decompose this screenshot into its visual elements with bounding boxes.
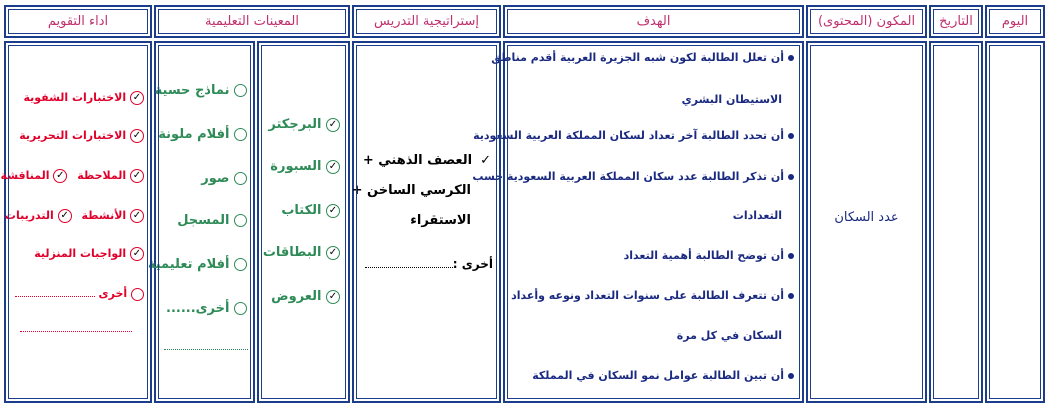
- check-circle-icon[interactable]: ✓: [130, 247, 144, 261]
- assessment-other-blank[interactable]: [15, 296, 95, 297]
- assessment-other: أخرى: [15, 287, 144, 301]
- aid-item-other: أخرى......: [166, 301, 247, 316]
- header-day: اليوم: [985, 5, 1045, 38]
- strategy-other-blank[interactable]: [365, 267, 453, 268]
- empty-circle-icon[interactable]: [234, 302, 247, 315]
- empty-circle-icon[interactable]: [234, 258, 247, 271]
- date-cell: [929, 41, 983, 403]
- bullet-icon: [788, 373, 794, 379]
- goal-item-cont: الاستيطان البشري: [681, 93, 782, 106]
- goal-item-cont: التعدادات: [732, 209, 782, 222]
- aid-item: صور: [201, 171, 247, 186]
- assessment-other-blank-2[interactable]: [20, 331, 132, 332]
- aid-item: ✓ البطاقات: [263, 245, 340, 260]
- aid-item: المسجل: [177, 213, 247, 228]
- assessment-item: ✓ الواجبات المنزلية: [34, 247, 144, 261]
- goal-item: أن توضح الطالبة أهمية التعداد: [624, 249, 794, 262]
- empty-circle-icon[interactable]: [234, 172, 247, 185]
- check-circle-icon[interactable]: ✓: [53, 169, 67, 183]
- header-component: المكون (المحتوى): [806, 5, 927, 38]
- header-assessment: اداء التقويم: [4, 5, 152, 38]
- aid-item: ✓ العروض: [271, 289, 340, 304]
- goal-item: أن تعلل الطالبة لكون شبه الجزيرة العربية أقدم مناطق: [491, 51, 794, 64]
- bullet-icon: [788, 293, 794, 299]
- check-circle-icon[interactable]: ✓: [326, 246, 340, 260]
- aid-item: ✓ البرجكتر: [268, 117, 340, 132]
- check-circle-icon[interactable]: ✓: [130, 169, 144, 183]
- check-circle-icon[interactable]: ✓: [326, 290, 340, 304]
- goal-item-cont: السكان في كل مرة: [676, 329, 782, 342]
- bullet-icon: [788, 174, 794, 180]
- bullet-icon: [788, 133, 794, 139]
- goal-item: أن تتعرف الطالبة على سنوات التعداد ونوعه وأعداد: [511, 289, 794, 302]
- assessment-item-pair: ✓ الملاحظة ✓ المناقشة: [1, 169, 144, 183]
- assessment-item: ✓ الاختبارات الشفوية: [23, 91, 144, 105]
- header-strategy: إستراتيجية التدريس: [352, 5, 501, 38]
- goal-item: أن تحدد الطالبة آخر تعداد لسكان المملكة العربية السعودية: [473, 129, 794, 142]
- check-circle-icon[interactable]: ✓: [130, 129, 144, 143]
- strategy-line-1: ✓العصف الذهني +: [362, 153, 491, 168]
- check-circle-icon[interactable]: ✓: [58, 209, 72, 223]
- aids-left-cell: [147, 41, 255, 403]
- empty-circle-icon[interactable]: [234, 84, 247, 97]
- aids-right-cell: [257, 41, 350, 403]
- aid-item: أفلام ملونة: [158, 127, 247, 142]
- strategy-other: أخرى :: [365, 257, 493, 271]
- aid-item: نماذج حسية: [155, 83, 247, 98]
- component-cell: [806, 41, 927, 403]
- strategy-cell: [352, 41, 501, 403]
- day-cell: [985, 41, 1045, 403]
- strategy-line-3: الاستقراء: [410, 213, 471, 228]
- bullet-icon: [788, 253, 794, 259]
- check-circle-icon[interactable]: ✓: [326, 204, 340, 218]
- bullet-icon: [788, 55, 794, 61]
- check-circle-icon[interactable]: ✓: [130, 91, 144, 105]
- component-text: عدد السكان: [834, 210, 899, 225]
- check-circle-icon[interactable]: ✓: [326, 118, 340, 132]
- aids-other-blank[interactable]: [164, 349, 248, 350]
- strategy-line-2: الكرسي الساخن +: [351, 183, 471, 198]
- assessment-cell: [0, 41, 152, 403]
- aid-item: ✓ السبورة: [270, 159, 340, 174]
- header-aids: المعينات التعليمية: [154, 5, 350, 38]
- aid-item: ✓ الكتاب: [281, 203, 340, 218]
- empty-circle-icon[interactable]: [131, 288, 144, 301]
- check-circle-icon[interactable]: ✓: [326, 160, 340, 174]
- goal-item: أن تذكر الطالبة عدد سكان المملكة العربية السعودية حسب: [472, 170, 794, 183]
- assessment-item: ✓ الاختبارات التحريرية: [19, 129, 144, 143]
- check-circle-icon[interactable]: ✓: [130, 209, 144, 223]
- assessment-item-pair: ✓ الأنشطة ✓ التدريبات: [5, 209, 144, 223]
- goal-item: أن تبين الطالبة عوامل نمو السكان في المملكة: [532, 369, 794, 382]
- header-goal: الهدف: [503, 5, 804, 38]
- aid-item: أفلام تعليمية: [148, 257, 247, 272]
- empty-circle-icon[interactable]: [234, 128, 247, 141]
- header-date: التاريخ: [929, 5, 983, 38]
- check-icon: ✓: [480, 153, 491, 168]
- empty-circle-icon[interactable]: [234, 214, 247, 227]
